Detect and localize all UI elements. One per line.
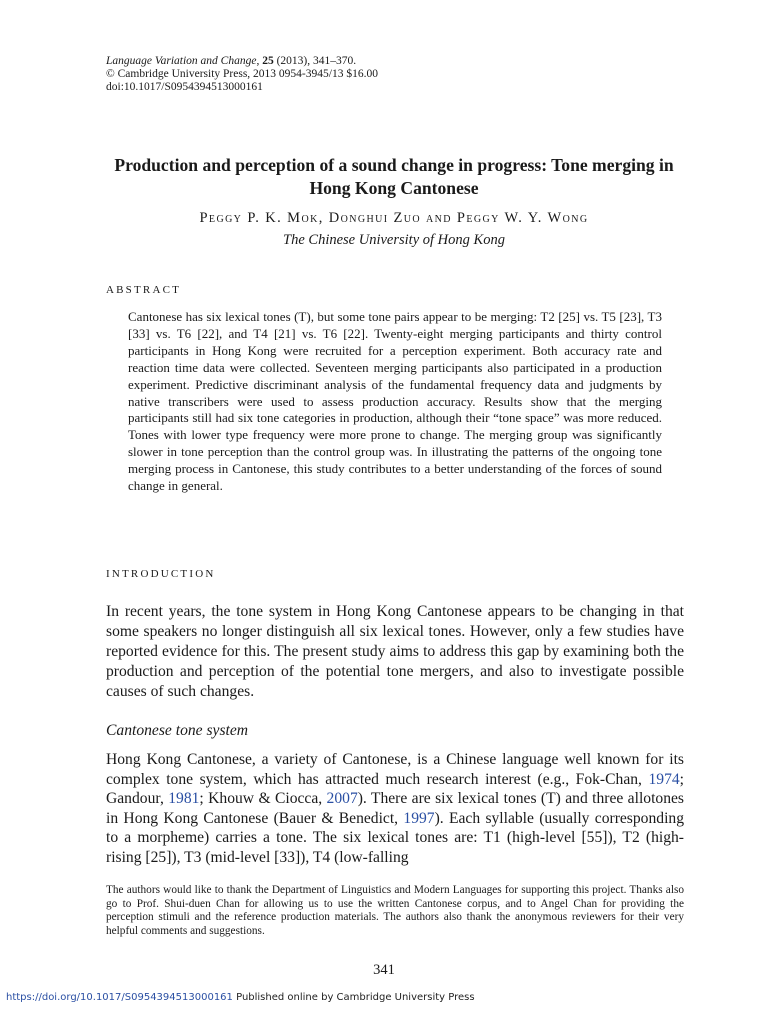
- introduction-heading: INTRODUCTION: [106, 568, 216, 580]
- journal-title: Language Variation and Change: [106, 55, 257, 67]
- journal-volume: 25: [262, 55, 274, 67]
- journal-doi: doi:10.1017/S0954394513000161: [106, 81, 263, 93]
- page-footer: [6, 992, 475, 1003]
- abstract-text: Cantonese has six lexical tones (T), but some tone pairs appear to be merging: T2 [25] vs. T5 [23], T3 [33] vs. T6 [22], and T4 [21] vs. T6 [22]. Twenty-eight merging participants and thirty control participants in Hong Kong were recruited for a perception experiment. Both accuracy rate and reaction time data were collected. Seventeen merging participants also participated in a production experiment. Predictive discriminant analysis of the fundamental frequency data and judgments by native transcribers were used to assess production accuracy. Results show that the merging participants still had six tone categories in production, although their “tone space” was more reduced. Tones with lower type frequency were more prone to change. The merging group was significantly slower in tone perception than the control group was. In illustrating the patterns of the ongoing tone merging process in Cantonese, this study contributes to a better understanding of the forces of sound change in general.: [128, 309, 662, 494]
- citation-link-1974[interactable]: 1974: [648, 770, 680, 788]
- journal-copyright: © Cambridge University Press, 2013 0954-3945/13 $16.00: [106, 68, 378, 80]
- journal-citation: Language Variation and Change, 25 (2013), 341–370.: [106, 55, 357, 67]
- introduction-paragraph: In recent years, the tone system in Hong Kong Cantonese appears to be changing in that some speakers no longer distinguish all six lexical tones. However, only a few studies have reported evidence for this. The present study aims to address this gap by examining both the production and perception of the potential tone mergers, and also to investigate possible causes of such changes.: [106, 603, 684, 700]
- text-run: ). There are six lexical tones (T) and three allotones in Hong Kong Cantonese (Bauer & Benedict,: [106, 790, 684, 827]
- text-run: ; Gandour,: [106, 770, 684, 808]
- section-paragraph: [106, 750, 684, 868]
- citation-link-1997[interactable]: 1997: [403, 809, 435, 827]
- acknowledgement-footnote: The authors would like to thank the Department of Linguistics and Modern Languages for supporting this project. Thanks also go to Prof. Shui-duen Chan for allowing us to use the written Cantonese corpus, and to Angel Chan for providing the perception stimuli and the reference production materials. The authors also thank the anonymous reviewers for their very helpful comments and suggestions.: [106, 884, 684, 937]
- text-run: ). Each syllable (usually corresponding to a morpheme) carries a tone. The six lexical tones are: T1 (high-level [55]), T2 (high-rising [25]), T3 (mid-level [33]), T4 (low-falling: [106, 809, 684, 866]
- section-heading: Cantonese tone system: [106, 722, 249, 739]
- page-number: 341: [373, 962, 395, 978]
- citation-link-2007[interactable]: 2007: [326, 790, 358, 808]
- text-run: Hong Kong Cantonese, a variety of Cantonese, is a Chinese language well known for its complex tone system, which has attracted much research interest (e.g., Fok-Chan,: [106, 751, 684, 788]
- doi-link[interactable]: https://doi.org/10.1017/S0954394513000161: [6, 992, 233, 1003]
- abstract-heading: ABSTRACT: [106, 284, 182, 296]
- article-affiliation: The Chinese University of Hong Kong: [283, 232, 505, 248]
- journal-header: [106, 55, 666, 94]
- article-title: Production and perception of a sound change in progress: Tone merging in Hong Kong Cantonese: [114, 155, 674, 198]
- text-run: ; Khouw & Ciocca,: [199, 790, 327, 808]
- journal-pages: (2013), 341–370.: [273, 55, 357, 67]
- article-authors: Peggy P. K. Mok, Donghui Zuo and Peggy W. Y. Wong: [199, 210, 589, 226]
- citation-link-1981[interactable]: 1981: [168, 790, 200, 808]
- published-note: Published online by Cambridge University Press: [232, 992, 475, 1003]
